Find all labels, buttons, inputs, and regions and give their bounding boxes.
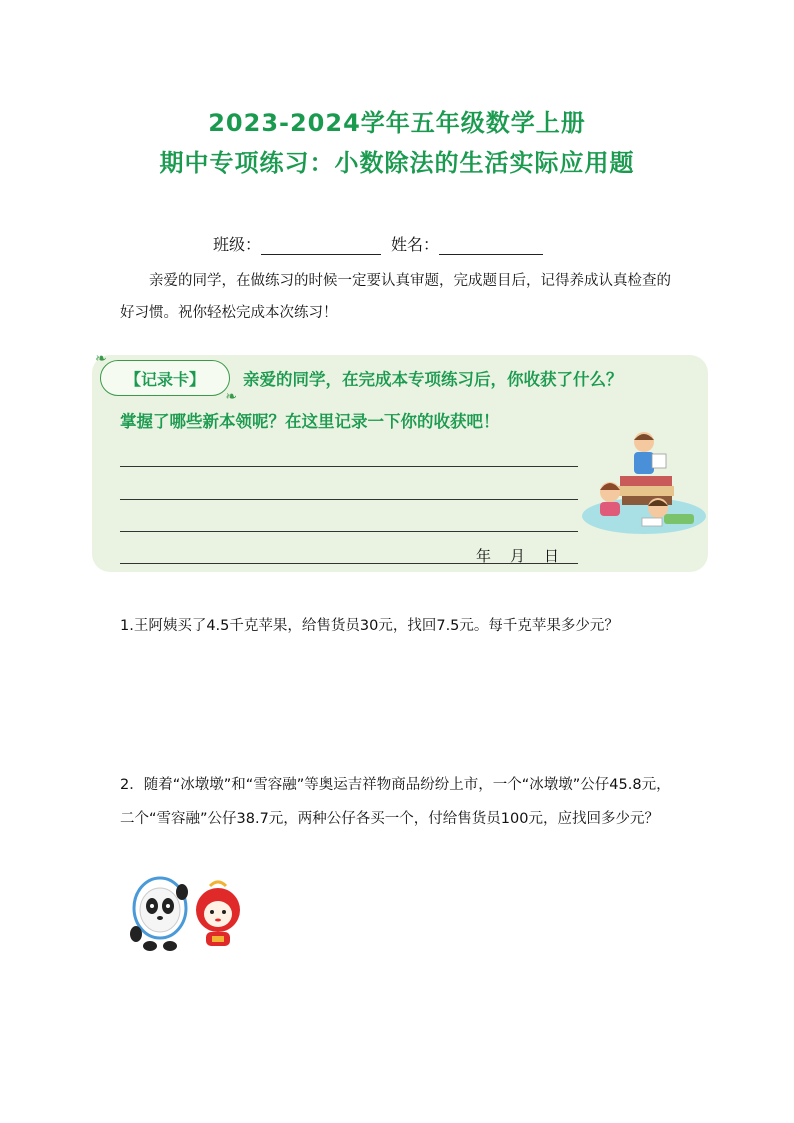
record-card-tag-label: 【记录卡】: [124, 369, 205, 389]
olympic-mascots-illustration: [126, 872, 256, 952]
month-label: 月: [510, 547, 526, 565]
record-card-prompt-2: 掌握了哪些新本领呢？在这里记录一下你的收获吧！: [120, 412, 500, 431]
date-row: [476, 545, 578, 566]
name-label: 姓名：: [391, 235, 440, 254]
name-blank[interactable]: [439, 237, 543, 255]
day-label: 日: [544, 547, 560, 565]
record-card-tag: [95, 351, 237, 405]
record-card-prompt-1: 亲爱的同学，在完成本专项练习后，你收获了什么？: [243, 370, 623, 389]
writing-line[interactable]: [120, 466, 578, 467]
student-info-row: [213, 232, 543, 255]
leaf-icon: ❧: [95, 351, 107, 367]
class-blank[interactable]: [261, 237, 381, 255]
class-label: 班级：: [213, 235, 262, 254]
intro-paragraph: 亲爱的同学，在做练习的时候一定要认真审题，完成题目后，记得养成认真检查的好习惯。祝你轻松完成本次练习！: [120, 273, 671, 321]
page-title-line-1: 2023-2024学年五年级数学上册: [208, 109, 586, 137]
writing-line[interactable]: [120, 531, 578, 532]
page-title-line-2: 期中专项练习：小数除法的生活实际应用题: [159, 149, 635, 177]
leaf-icon: ❧: [225, 389, 237, 405]
question-2: 2．随着“冰墩墩”和“雪容融”等奥运吉祥物商品纷纷上市，一个“冰墩墩”公仔45.8元，二个“雪容融”公仔38.7元，两种公仔各买一个，付给售货员100元，应找回多少元？: [120, 777, 671, 827]
year-label: 年: [476, 547, 492, 565]
writing-line[interactable]: [120, 499, 578, 500]
reading-children-illustration: [582, 428, 712, 538]
question-1: 1.王阿姨买了4.5千克苹果，给售货员30元，找回7.5元。每千克苹果多少元？: [120, 618, 619, 634]
